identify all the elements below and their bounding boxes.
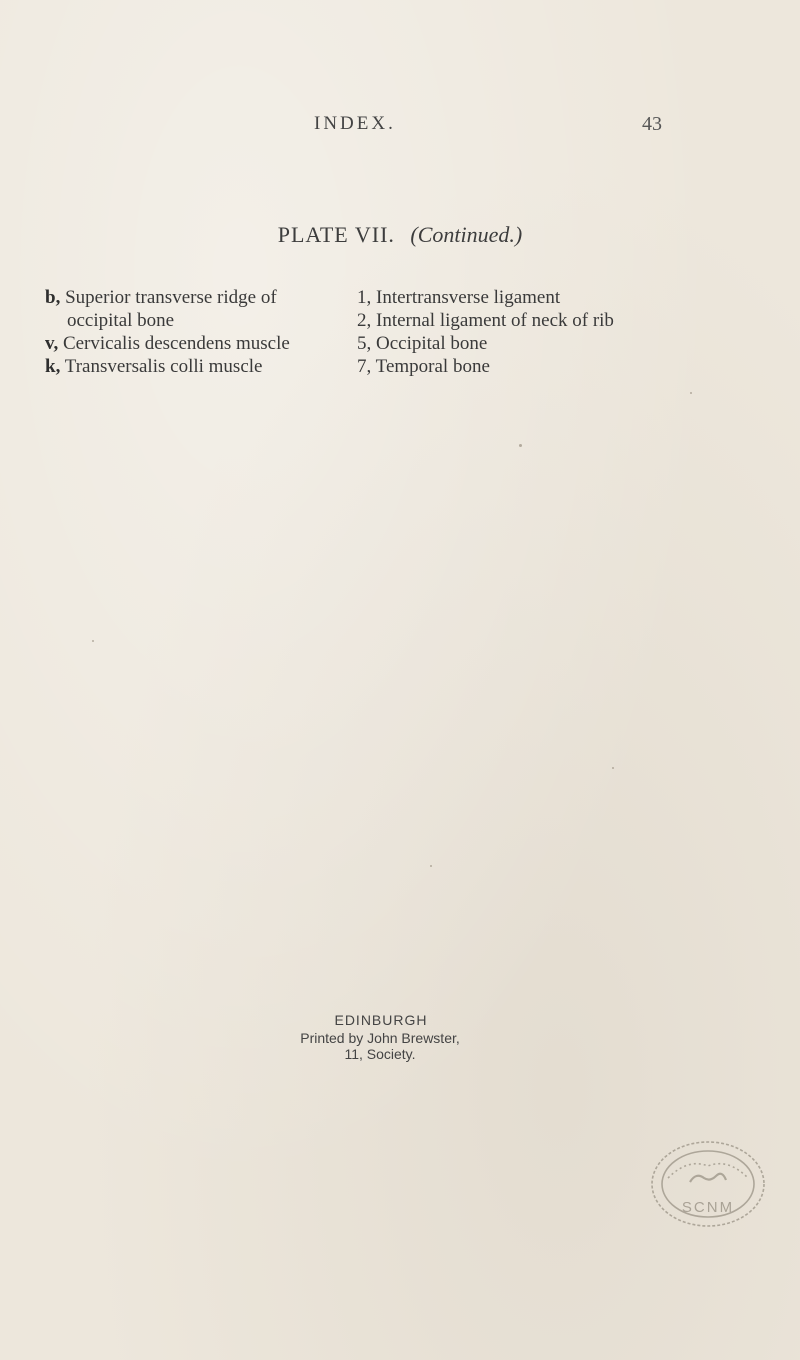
plate-title: PLATE VII. — [277, 222, 395, 247]
index-entry — [45, 355, 345, 378]
stamp-text: SCNM — [681, 1199, 735, 1216]
entry-key: 7, — [357, 356, 372, 377]
entry-text: Internal ligament of neck of rib — [376, 310, 614, 331]
entry-text: Intertransverse ligament — [376, 287, 561, 308]
paper-speck — [430, 865, 432, 867]
index-entry — [357, 355, 717, 378]
running-title: INDEX. — [314, 113, 396, 134]
entry-key: 2, — [357, 310, 372, 331]
left-column — [45, 286, 345, 378]
printer-imprint — [0, 1012, 800, 1062]
index-entry — [357, 286, 717, 309]
entry-text: Occipital bone — [376, 333, 488, 354]
right-column — [357, 286, 717, 378]
running-head — [0, 113, 800, 137]
plate-subtitle: (Continued.) — [410, 222, 523, 247]
imprint-city: EDINBURGH — [334, 1012, 428, 1028]
imprint-printer-line: Printed by John Brewster, — [300, 1030, 460, 1046]
index-entry — [45, 286, 345, 332]
entry-text: Cervicalis descendens muscle — [62, 333, 290, 354]
imprint-printer-line: 11, Society. — [344, 1046, 416, 1062]
paper-speck — [690, 392, 692, 394]
entry-key: k, — [45, 356, 61, 377]
library-stamp — [648, 1138, 768, 1230]
entry-text: Temporal bone — [375, 356, 490, 377]
entry-key: b, — [45, 287, 61, 308]
index-entry — [357, 332, 717, 355]
page-number: 43 — [642, 113, 662, 135]
entry-key: 1, — [357, 287, 372, 308]
entry-key: v, — [45, 333, 59, 354]
entry-text: Transversalis colli muscle — [64, 356, 263, 377]
plate-heading — [0, 222, 800, 248]
entry-text: Superior transverse ridge of occipital bone — [65, 287, 277, 331]
paper-speck — [519, 444, 522, 447]
imprint-printer — [0, 1030, 800, 1062]
index-entry — [357, 309, 717, 332]
entry-key: 5, — [357, 333, 372, 354]
index-entry — [45, 332, 345, 355]
paper-speck — [612, 767, 614, 769]
paper-speck — [92, 640, 94, 642]
